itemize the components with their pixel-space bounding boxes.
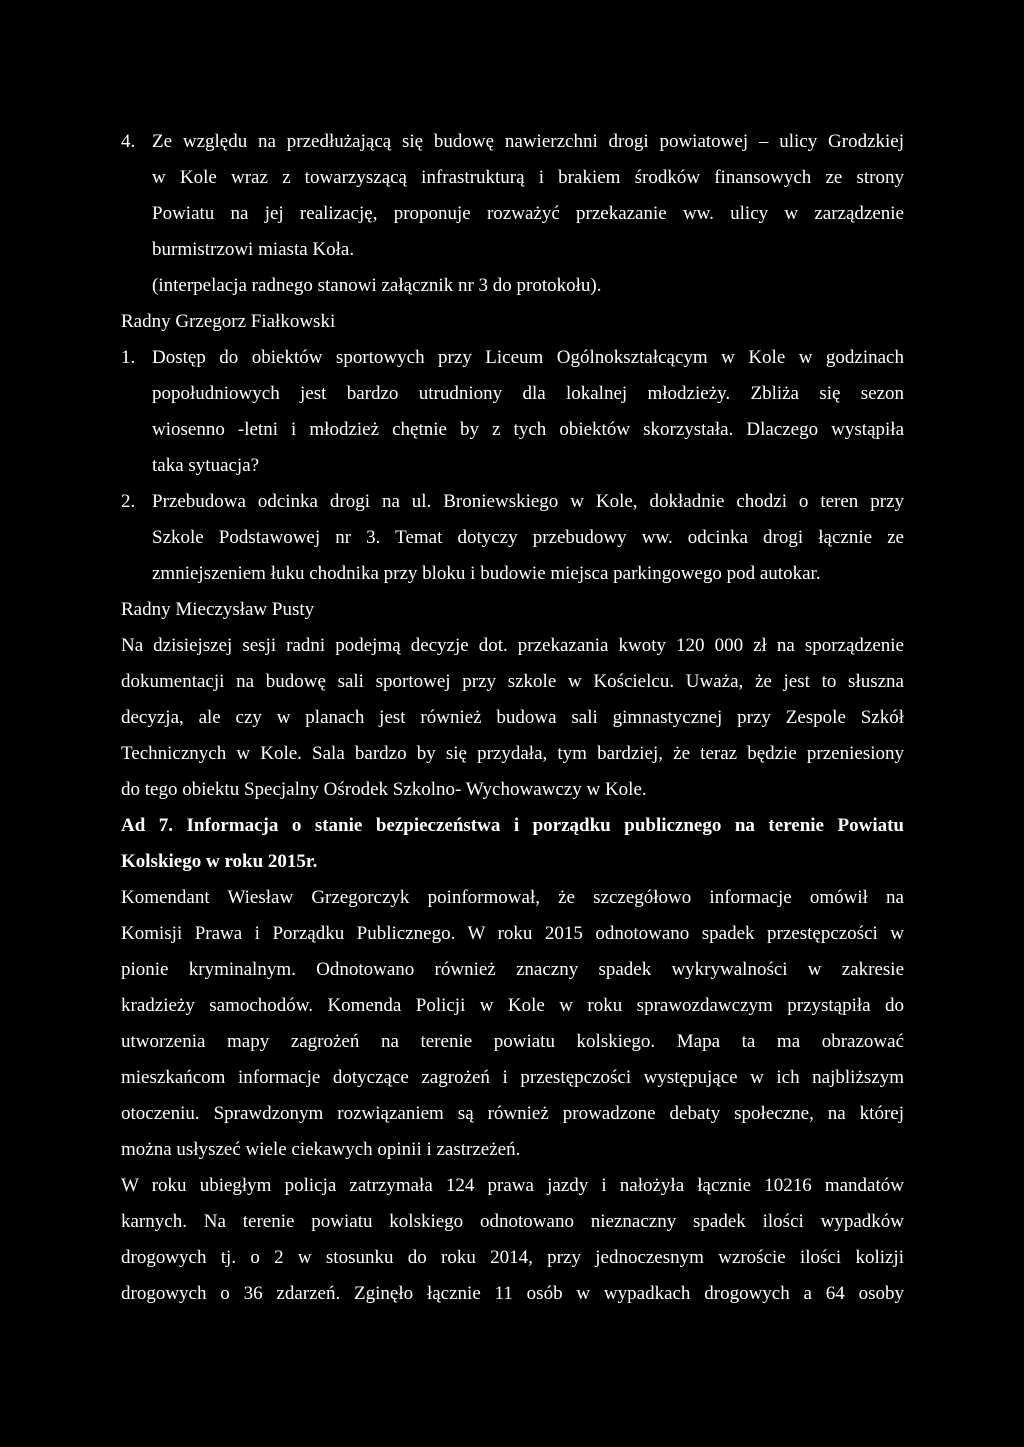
komendant-line-1: Komendant Wiesław Grzegorczyk poinformował, że szczegółowo informacje omówił na xyxy=(121,887,904,908)
list-number-1: 1. xyxy=(121,347,136,368)
fialkowski-item1-line-2: popołudniowych jest bardzo utrudniony dla lokalnej młodzieży. Zbliża się sezon xyxy=(152,383,904,404)
pusty-line-5: do tego obiektu Specjalny Ośrodek Szkolno- Wychowawczy w Kole. xyxy=(121,779,647,800)
list-number-2: 2. xyxy=(121,491,136,512)
komendant-line-8: można usłyszeć wiele ciekawych opinii i zastrzeżeń. xyxy=(121,1139,521,1160)
komendant-line-4: kradzieży samochodów. Komenda Policji w Kole w roku sprawozdawczym przystąpiła do xyxy=(121,995,904,1016)
komendant-line-6: mieszkańcom informacje dotyczące zagrożeń i przestępczości występujące w ich najbliższym xyxy=(121,1067,904,1088)
komendant-line-2: Komisji Prawa i Porządku Publicznego. W roku 2015 odnotowano spadek przestępczości w xyxy=(121,923,904,944)
pusty-line-2: dokumentacji na budowę sali sportowej przy szkole w Kościelcu. Uważa, że jest to słuszna xyxy=(121,671,904,692)
policja-line-2: karnych. Na terenie powiatu kolskiego odnotowano nieznaczny spadek ilości wypadków xyxy=(121,1211,904,1232)
fialkowski-item2-line-1: Przebudowa odcinka drogi na ul. Broniewskiego w Kole, dokładnie chodzi o teren przy xyxy=(152,491,904,512)
policja-line-3: drogowych tj. o 2 w stosunku do roku 2014, przy jednoczesnym wzroście ilości kolizji xyxy=(121,1247,904,1268)
speaker-pusty: Radny Mieczysław Pusty xyxy=(121,599,315,620)
pusty-line-1: Na dzisiejszej sesji radni podejmą decyzje dot. przekazania kwoty 120 000 zł na sporządzenie xyxy=(121,635,904,656)
section4-line-4: burmistrzowi miasta Koła. xyxy=(152,239,355,260)
fialkowski-item2-line-3: zmniejszeniem łuku chodnika przy bloku i budowie miejsca parkingowego pod autokar. xyxy=(152,563,821,584)
komendant-line-7: otoczeniu. Sprawdzonym rozwiązaniem są również prowadzone debaty społeczne, na której xyxy=(121,1103,904,1124)
komendant-line-5: utworzenia mapy zagrożeń na terenie powiatu kolskiego. Mapa ta ma obrazować xyxy=(121,1031,904,1052)
section4-line-1: Ze względu na przedłużającą się budowę nawierzchni drogi powiatowej – ulicy Grodzkiej xyxy=(152,131,904,152)
section4-line-2: w Kole wraz z towarzyszącą infrastrukturą i brakiem środków finansowych ze strony xyxy=(152,167,904,188)
list-number-4: 4. xyxy=(121,131,136,152)
policja-line-4: drogowych o 36 zdarzeń. Zginęło łącznie 11 osób w wypadkach drogowych a 64 osoby xyxy=(121,1283,904,1304)
komendant-line-3: pionie kryminalnym. Odnotowano również znaczny spadek wykrywalności w zakresie xyxy=(121,959,904,980)
fialkowski-item1-line-4: taka sytuacja? xyxy=(152,455,260,476)
section-heading-ad7-line-2: Kolskiego w roku 2015r. xyxy=(121,851,318,872)
section4-line-3: Powiatu na jej realizację, proponuje rozważyć przekazanie ww. ulicy w zarządzenie xyxy=(152,203,904,224)
fialkowski-item1-line-1: Dostęp do obiektów sportowych przy Liceum Ogólnokształcącym w Kole w godzinach xyxy=(152,347,904,368)
policja-line-1: W roku ubiegłym policja zatrzymała 124 prawa jazdy i nałożyła łącznie 10216 mandatów xyxy=(121,1175,904,1196)
section-heading-ad7: Ad 7. Informacja o stanie bezpieczeństwa i porządku publicznego na terenie Powiatu xyxy=(121,815,904,836)
fialkowski-item1-line-3: wiosenno -letni i młodzież chętnie by z tych obiektów skorzystała. Dlaczego wystąpiła xyxy=(152,419,904,440)
section4-line-5: (interpelacja radnego stanowi załącznik nr 3 do protokołu). xyxy=(152,275,602,296)
pusty-line-4: Technicznych w Kole. Sala bardzo by się przydała, tym bardziej, że teraz będzie przeniesiony xyxy=(121,743,904,764)
speaker-fialkowski: Radny Grzegorz Fiałkowski xyxy=(121,311,336,332)
pusty-line-3: decyzja, ale czy w planach jest również budowa sali gimnastycznej przy Zespole Szkół xyxy=(121,707,904,728)
fialkowski-item2-line-2: Szkole Podstawowej nr 3. Temat dotyczy przebudowy ww. odcinka drogi łącznie ze xyxy=(152,527,904,548)
